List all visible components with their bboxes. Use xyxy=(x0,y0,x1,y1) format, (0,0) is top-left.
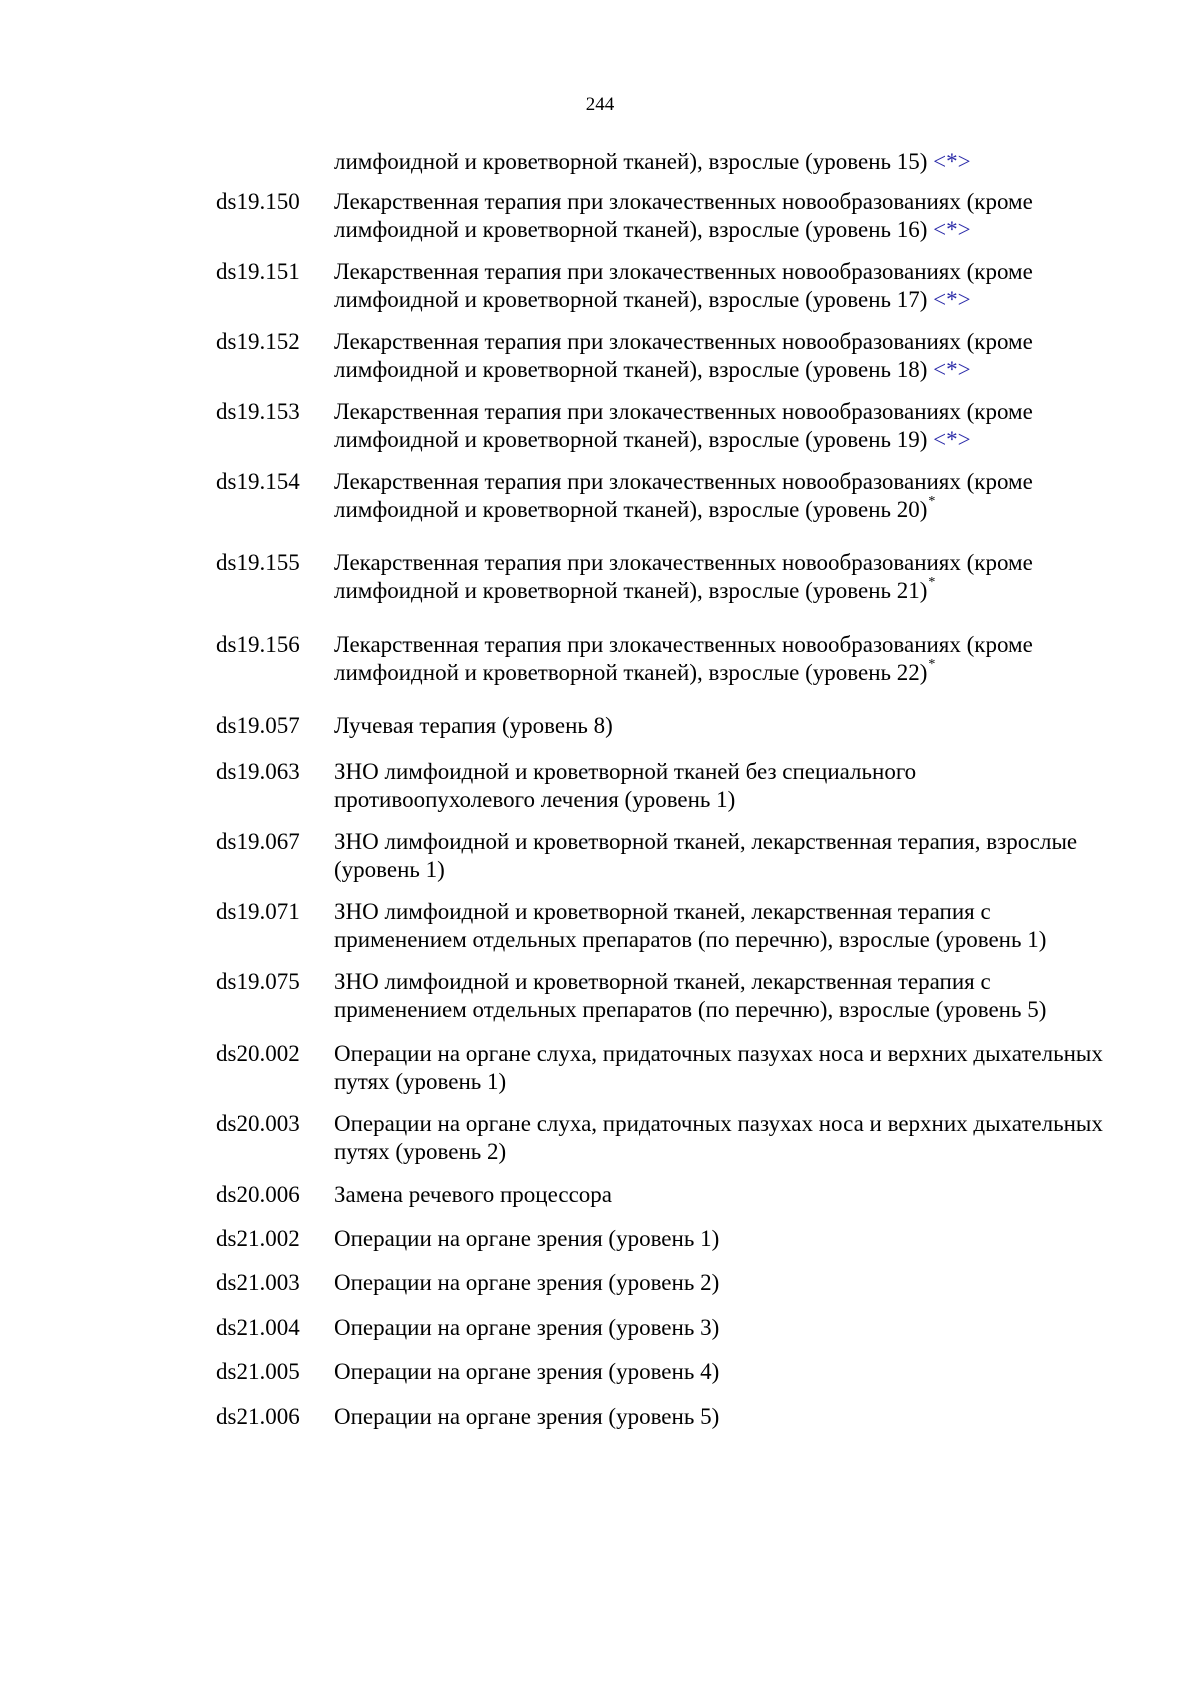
entry-code: ds19.155 xyxy=(216,550,300,575)
entry-text: ЗНО лимфоидной и кроветворной тканей, лекарственная терапия с применением отдельных препаратов (по перечню), взрослые (уровень 1) xyxy=(334,899,1047,952)
entry-code: ds20.006 xyxy=(216,1182,300,1207)
entry-code: ds19.150 xyxy=(216,189,300,214)
entry-code: ds21.003 xyxy=(216,1270,300,1295)
footnote-link[interactable]: <*> xyxy=(933,217,971,242)
entry-code: ds19.153 xyxy=(216,399,300,424)
entry-text: Операции на органе слуха, придаточных пазухах носа и верхних дыхательных путях (уровень 2) xyxy=(334,1111,1103,1164)
list-item xyxy=(0,1110,1114,1166)
entry-code: ds19.154 xyxy=(216,469,300,494)
entry-text: лимфоидной и кроветворной тканей), взрослые (уровень 15) xyxy=(334,149,928,174)
list-item xyxy=(0,468,1114,524)
entry-description xyxy=(334,1269,1114,1297)
entry-text: Лекарственная терапия при злокачественных новообразованиях (кроме лимфоидной и кроветворной тканей), взрослые (уровень 18) xyxy=(334,329,1033,382)
list-item xyxy=(0,1314,1114,1342)
entry-description xyxy=(334,398,1114,454)
list-item xyxy=(0,549,1114,605)
entry-code: ds21.004 xyxy=(216,1315,300,1340)
entry-code: ds21.002 xyxy=(216,1226,300,1251)
entry-description xyxy=(334,712,1114,740)
entry-text: Лучевая терапия (уровень 8) xyxy=(334,713,613,738)
footnote-asterisk: * xyxy=(928,575,936,590)
list-item xyxy=(0,631,1114,687)
entry-code: ds21.005 xyxy=(216,1359,300,1384)
entry-code: ds19.067 xyxy=(216,829,300,854)
list-item xyxy=(0,1225,1114,1253)
entry-code: ds21.006 xyxy=(216,1404,300,1429)
entry-code: ds19.151 xyxy=(216,259,300,284)
footnote-link[interactable]: <*> xyxy=(933,149,971,174)
footnote-link[interactable]: <*> xyxy=(933,427,971,452)
entry-description xyxy=(334,258,1114,314)
entry-code: ds20.002 xyxy=(216,1041,300,1066)
entry-description xyxy=(334,1403,1114,1431)
list-item xyxy=(0,828,1114,884)
entry-description xyxy=(334,148,1114,176)
entry-description xyxy=(334,1358,1114,1386)
entry-text: Операции на органе зрения (уровень 5) xyxy=(334,1404,720,1429)
entry-text: Операции на органе зрения (уровень 3) xyxy=(334,1315,720,1340)
entry-code: ds20.003 xyxy=(216,1111,300,1136)
entry-text: Операции на органе зрения (уровень 2) xyxy=(334,1270,720,1295)
entry-description xyxy=(334,631,1114,687)
entry-description xyxy=(334,898,1114,954)
entry-text: Лекарственная терапия при злокачественных новообразованиях (кроме лимфоидной и кроветворной тканей), взрослые (уровень 21) xyxy=(334,550,1033,603)
entry-code: ds19.063 xyxy=(216,759,300,784)
entry-text: Лекарственная терапия при злокачественных новообразованиях (кроме лимфоидной и кроветворной тканей), взрослые (уровень 19) xyxy=(334,399,1033,452)
entry-text: ЗНО лимфоидной и кроветворной тканей, лекарственная терапия с применением отдельных препаратов (по перечню), взрослые (уровень 5) xyxy=(334,969,1047,1022)
entry-description xyxy=(334,1110,1114,1166)
entry-description xyxy=(334,549,1114,605)
entry-description xyxy=(334,828,1114,884)
page-number: 244 xyxy=(585,94,615,115)
list-item xyxy=(0,758,1114,814)
list-item xyxy=(0,328,1114,384)
footnote-asterisk: * xyxy=(928,494,936,509)
entry-text: Операции на органе зрения (уровень 4) xyxy=(334,1359,720,1384)
footnote-link[interactable]: <*> xyxy=(933,357,971,382)
entry-code: ds19.057 xyxy=(216,713,300,738)
list-item xyxy=(0,258,1114,314)
list-item xyxy=(0,898,1114,954)
entry-code: ds19.156 xyxy=(216,632,300,657)
entry-text: Лекарственная терапия при злокачественных новообразованиях (кроме лимфоидной и кроветворной тканей), взрослые (уровень 20) xyxy=(334,469,1033,522)
list-item xyxy=(0,1358,1114,1386)
entry-description xyxy=(334,968,1114,1024)
entry-code: ds19.075 xyxy=(216,969,300,994)
list-item xyxy=(0,712,1114,740)
entry-description xyxy=(334,758,1114,814)
entry-text: Операции на органе зрения (уровень 1) xyxy=(334,1226,720,1251)
list-item xyxy=(0,398,1114,454)
footnote-asterisk: * xyxy=(928,657,936,672)
continuation-row xyxy=(0,148,1114,176)
entry-text: ЗНО лимфоидной и кроветворной тканей, лекарственная терапия, взрослые (уровень 1) xyxy=(334,829,1078,882)
entry-description xyxy=(334,468,1114,524)
list-item xyxy=(0,1181,1114,1209)
list-item xyxy=(0,968,1114,1024)
entry-text: ЗНО лимфоидной и кроветворной тканей без специального противоопухолевого лечения (уровень 1) xyxy=(334,759,917,812)
list-item xyxy=(0,1269,1114,1297)
entry-description xyxy=(334,1314,1114,1342)
list-item xyxy=(0,188,1114,244)
entry-text: Лекарственная терапия при злокачественных новообразованиях (кроме лимфоидной и кроветворной тканей), взрослые (уровень 22) xyxy=(334,632,1033,685)
entry-text: Лекарственная терапия при злокачественных новообразованиях (кроме лимфоидной и кроветворной тканей), взрослые (уровень 16) xyxy=(334,189,1033,242)
entry-text: Лекарственная терапия при злокачественных новообразованиях (кроме лимфоидной и кроветворной тканей), взрослые (уровень 17) xyxy=(334,259,1033,312)
list-item xyxy=(0,1403,1114,1431)
footnote-link[interactable]: <*> xyxy=(933,287,971,312)
list-item xyxy=(0,1040,1114,1096)
entry-text: Замена речевого процессора xyxy=(334,1182,613,1207)
entry-description xyxy=(334,1181,1114,1209)
entry-description xyxy=(334,328,1114,384)
entry-code: ds19.071 xyxy=(216,899,300,924)
entry-text: Операции на органе слуха, придаточных пазухах носа и верхних дыхательных путях (уровень 1) xyxy=(334,1041,1103,1094)
entry-description xyxy=(334,1040,1114,1096)
entry-code: ds19.152 xyxy=(216,329,300,354)
entry-description xyxy=(334,1225,1114,1253)
entry-description xyxy=(334,188,1114,244)
